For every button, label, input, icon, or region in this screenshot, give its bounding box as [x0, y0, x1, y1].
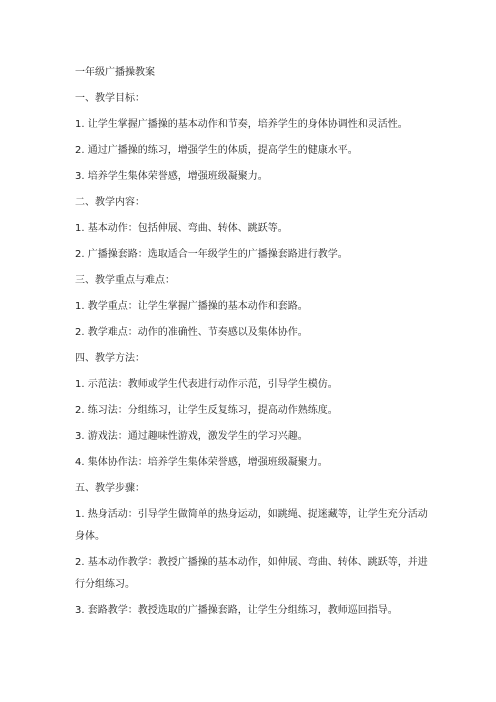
step-item-1: 1. 热身活动：引导学生做简单的热身运动，如跳绳、捉迷藏等，让学生充分活动身体。: [75, 509, 428, 542]
section-heading-methods: 四、教学方法：: [75, 353, 145, 364]
document-title: 一年级广播操教案: [75, 67, 155, 78]
section-heading-goals: 一、教学目标：: [75, 93, 145, 104]
content-item-1: 1. 基本动作：包括伸展、弯曲、转体、跳跃等。: [75, 223, 288, 234]
goal-item-1: 1. 让学生掌握广播操的基本动作和节奏，培养学生的身体协调性和灵活性。: [75, 119, 408, 130]
key-point-item-2: 2. 教学难点：动作的准确性、节奏感以及集体协作。: [75, 327, 308, 338]
section-heading-key-points: 三、教学重点与难点：: [75, 275, 175, 286]
step-item-3: 3. 套路教学：教授选取的广播操套路，让学生分组练习，教师巡回指导。: [75, 605, 398, 616]
method-item-2: 2. 练习法：分组练习，让学生反复练习，提高动作熟练度。: [75, 405, 338, 416]
method-item-1: 1. 示范法：教师或学生代表进行动作示范，引导学生模仿。: [75, 379, 338, 390]
content-item-2: 2. 广播操套路：选取适合一年级学生的广播操套路进行教学。: [75, 249, 348, 260]
goal-item-2: 2. 通过广播操的练习，增强学生的体质，提高学生的健康水平。: [75, 145, 358, 156]
goal-item-3: 3. 培养学生集体荣誉感，增强班级凝聚力。: [75, 171, 268, 182]
step-item-2: 2. 基本动作教学：教授广播操的基本动作，如伸展、弯曲、转体、跳跃等，并进行分组练习。: [75, 557, 428, 590]
key-point-item-1: 1. 教学重点：让学生掌握广播操的基本动作和套路。: [75, 301, 308, 312]
document-body: [75, 66, 435, 630]
section-heading-steps: 五、教学步骤：: [75, 483, 145, 494]
method-item-4: 4. 集体协作法：培养学生集体荣誉感，增强班级凝聚力。: [75, 457, 328, 468]
method-item-3: 3. 游戏法：通过趣味性游戏，激发学生的学习兴趣。: [75, 431, 308, 442]
section-heading-content: 二、教学内容：: [75, 197, 145, 208]
